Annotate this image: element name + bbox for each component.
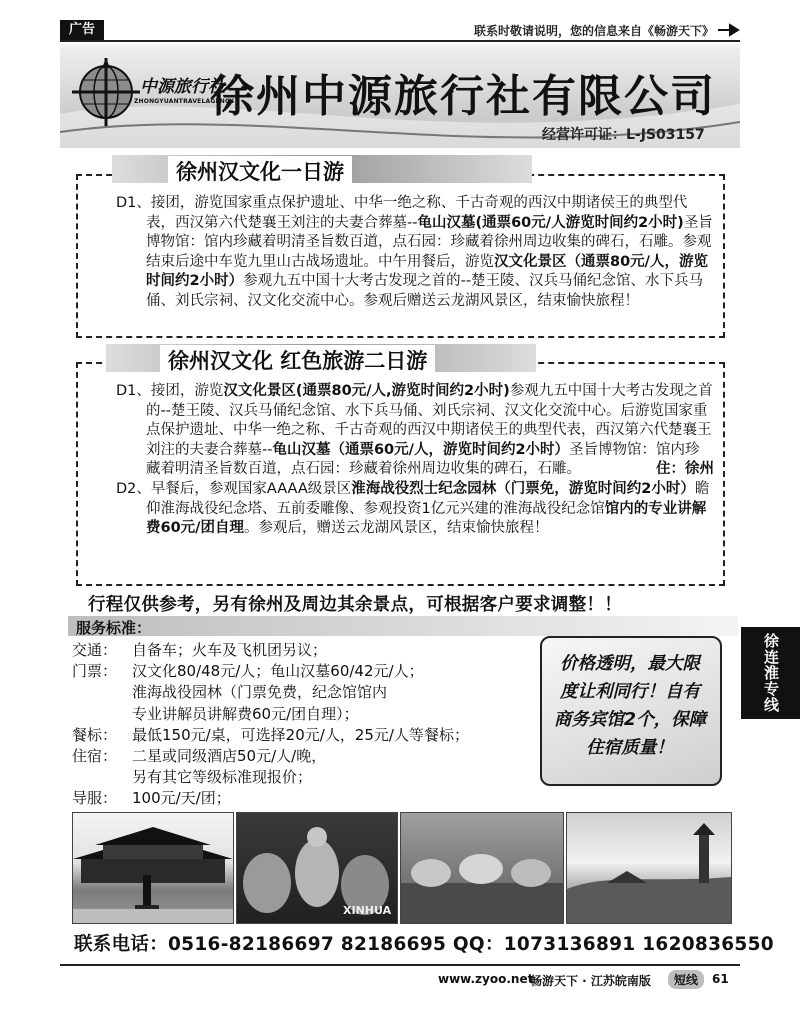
ticket-row-2: 淮海战役园林（门票免费，纪念馆馆内 [132, 683, 388, 702]
contact-line: 联系电话：0516-82186697 82186695 QQ：1073136891 1620836550 [74, 934, 774, 955]
promo-text: 价格透明，最大限度让利同行！自有商务宾馆2个，保障住宿质量！ [553, 654, 707, 758]
stay-row-2: 另有其它等级标准现报价； [132, 768, 313, 787]
ticket-row: 门票： 汉文化80/48元/人；龟山汉墓60/42元/人； [72, 662, 424, 681]
service-title: 服务标准： [76, 619, 152, 637]
stay-row: 住宿： 二星或同级酒店50元/人/晚， [72, 747, 327, 766]
globe-logo-icon [70, 56, 142, 128]
photo-watermark: XINHUA [343, 904, 392, 917]
itinerary-title-2: 徐州汉文化 红色旅游二日游 [160, 345, 435, 375]
day1-paragraph: D1、接团，游览国家重点保护遗址、中华一绝之称、千古奇观的西汉中期诸侯王的典型代表，西汉第六代楚襄王刘注的夫妻合葬墓--龟山汉墓(通票60元/人游览时间约2小时)圣旨博物馆：馆内珍藏着明清圣旨数百道，点石园：珍藏着徐州周边收集的碑石，石雕。参观结束后途中车览九里山古战场遗址。中午用餐后，游览汉文化景区（通票80元/人，游览时间约2小时）参观九五中国十大考古发现之首的--楚王陵、汉兵马俑纪念馆、水下兵马俑、刘氏宗祠、汉文化交流中心。参观后赠送云龙湖风景区，结束愉快旅程！ [116, 195, 713, 309]
itinerary-notice: 行程仅供参考，另有徐州及周边其余景点，可根据客户要求调整！！ [88, 595, 622, 615]
arrow-right-icon [716, 22, 740, 38]
palace-illustration [73, 813, 233, 923]
company-title: 徐州中源旅行社有限公司 [210, 71, 716, 122]
service-bar [68, 616, 738, 636]
page-number: 61 [712, 972, 729, 986]
transport-row: 交通： 自备车；火车及飞机团另议； [72, 641, 328, 659]
footer-badge: 短线 [668, 970, 704, 989]
day2-paragraph: D2、早餐后，参观国家AAAA级景区淮海战役烈士纪念园林（门票免，游览时间约2小时）瞻仰淮海战役纪念塔、五前委雕像、参观投资1亿元兴建的淮海战役纪念馆馆内的专业讲解费60元/团自理。参观后，赠送云龙湖风景区，结束愉快旅程！ [116, 480, 710, 537]
logo-subtitle: ZHONGYUANTRAVELAGENCY [134, 98, 235, 105]
guide-row: 导服： 100元/天/团； [72, 789, 231, 808]
source-notice: 联系时敬请说明，您的信息来自《畅游天下》 [473, 24, 714, 38]
itinerary-text-1 [116, 194, 714, 312]
footer-divider [60, 964, 740, 966]
side-tab: 徐连淮专线 [741, 627, 800, 719]
footer-url[interactable]: www.zyoo.net [438, 972, 534, 986]
meal-row: 餐标： 最低150元/桌，可选择20元/人，25元/人等餐标； [72, 725, 469, 744]
day1-paragraph: D1、接团，游览汉文化景区(通票80元/人,游览时间约2小时)参观九五中国十大考古发现之首的--楚王陵、汉兵马俑纪念馆、水下兵马俑、刘氏宗祠、汉文化交流中心。后游览国家重点保护遗址、中华一绝之称、千古奇观的西汉中期诸侯王的典型代表，西汉第六代楚襄王刘注的夫妻合葬墓--龟山汉墓（通票60元/人，游览时间约2小时）圣旨博物馆：馆内珍藏着明清圣旨数百道，点石园：珍藏着徐州周边收集的碑石，石雕。 住：徐州 [116, 383, 714, 478]
license-number: 经营许可证：L-JS03157 [542, 127, 705, 143]
header-banner [60, 44, 740, 148]
photo-terracotta-horses [400, 812, 564, 924]
pagoda-illustration [567, 813, 731, 923]
ad-tag: 广告 [60, 20, 104, 40]
itinerary-title-1: 徐州汉文化一日游 [168, 156, 352, 186]
footer-magazine: 畅游天下 · 江苏皖南版 [530, 974, 651, 988]
logo-name: 中源旅行社 [140, 77, 225, 97]
itinerary-text-2 [116, 382, 714, 539]
ticket-row-3: 专业讲解员讲解费60元/团自理）； [132, 704, 359, 723]
photo-han-palace [72, 812, 234, 924]
photo-lake-pagoda [566, 812, 732, 924]
service-list [72, 640, 542, 810]
horses-illustration [401, 813, 563, 923]
